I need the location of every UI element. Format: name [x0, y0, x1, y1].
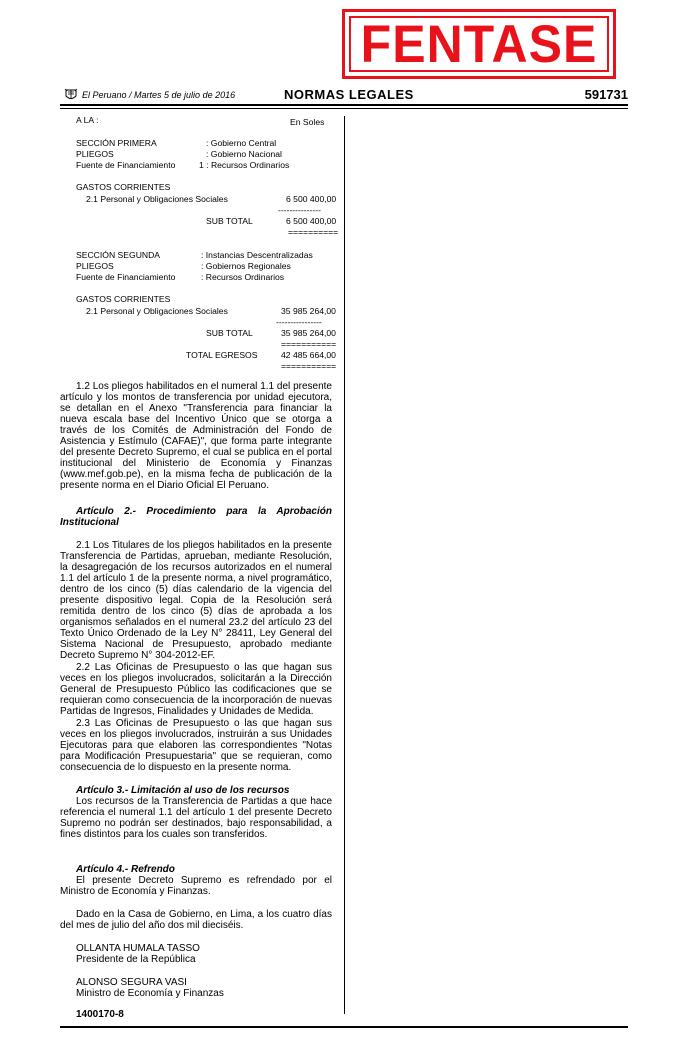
- paragraph-2-3: [60, 718, 332, 773]
- document-code: [76, 1009, 276, 1020]
- gastos-amount-1: 6 500 400,00: [286, 194, 337, 204]
- pliegos-value-1: : Gobierno Nacional: [206, 149, 282, 159]
- seccion-primera-label: SECCIÓN PRIMERA: [76, 138, 157, 148]
- signature-1-name: OLLANTA HUMALA TASSO: [76, 943, 200, 954]
- stamp-inner-border: [349, 16, 609, 72]
- signature-1: [76, 943, 332, 965]
- signature-1-title: Presidente de la República: [76, 954, 196, 965]
- seccion-segunda-value: : Instancias Descentralizadas: [201, 250, 313, 260]
- gastos-item-1: 2.1 Personal y Obligaciones Sociales: [86, 194, 228, 204]
- seccion-primera-value: : Gobierno Central: [206, 138, 277, 148]
- fuente-value-1: 1 : Recursos Ordinarios: [199, 160, 290, 170]
- subtotal-label-1: SUB TOTAL: [206, 216, 253, 226]
- page-number: 591731: [584, 87, 628, 102]
- stamp-text: FENTASE: [360, 14, 598, 74]
- paragraph-3-text: Los recursos de la Transferencia de Partidas a que hace referencia el numeral 1.1 del artículo 1 del presente Decreto Supremo no podrán ser destinados, bajo responsabilidad, a fines distintos para los cuales son transferidos.: [60, 796, 332, 840]
- coat-of-arms-icon: [64, 88, 78, 102]
- paragraph-2-2: [60, 662, 332, 717]
- a-la-label: A LA :: [76, 115, 99, 125]
- fentase-stamp: [342, 9, 616, 79]
- fuente-label-2: Fuente de Financiamiento: [76, 272, 176, 282]
- paragraph-2-1-text: 2.1 Los Titulares de los pliegos habilitados en la presente Transferencia de Partidas, aprueban, mediante Resolución, la desagregación de los recursos autorizados en el numeral 1.1 del artículo 1 de la presente norma, a nivel programático, dentro de los cinco (5) días calendario de la vigencia del presente dispositivo legal. Copia de la Resolución será remitida dentro de los cinco (5) días de aprobada a los organismos señalados en el numeral 23.2 del artículo 23 del Texto Único Ordenado de la Ley N° 28411, Ley General del Sistema Nacional de Presupuesto, aprobado mediante Decreto Supremo N° 304-2012-EF.: [60, 540, 332, 661]
- dash-line-1: ---------------: [278, 205, 321, 215]
- dado-paragraph: [60, 909, 332, 931]
- signature-2-title: Ministro de Economía y Finanzas: [76, 988, 224, 999]
- paragraph-2-3-text: 2.3 Las Oficinas de Presupuesto o las que hagan sus veces en los pliegos involucrados, instruirán a sus Unidades Ejecutoras para que elaboren las correspondientes "Notas para Modificación Presupuestaria" que se requieran, como consecuencia de lo dispuesto en la presente norma.: [60, 718, 332, 773]
- article-4-title-text: Artículo 4.- Refrendo: [76, 864, 175, 875]
- dash-line-2: ----------------: [276, 317, 322, 327]
- paragraph-2-1: [60, 540, 332, 661]
- subtotal-label-2: SUB TOTAL: [206, 328, 253, 338]
- paragraph-4-text: El presente Decreto Supremo es refrendado por el Ministro de Economía y Finanzas.: [60, 875, 332, 897]
- total-amount: 42 485 664,00: [281, 350, 336, 360]
- paragraph-2-2-text: 2.2 Las Oficinas de Presupuesto o las que hagan sus veces en los pliegos involucrados, solicitarán a la Dirección General de Presupuesto Público las codificaciones que se requieran como consecuencia de la incorporación de nuevas Partidas de Ingresos, Finalidades y Unidades de Medida.: [60, 662, 332, 717]
- paragraph-4: [60, 875, 332, 897]
- subtotal-amount-1: 6 500 400,00: [286, 216, 337, 226]
- en-soles-label: En Soles: [290, 117, 325, 127]
- seccion-segunda-label: SECCIÓN SEGUNDA: [76, 250, 161, 260]
- article-4-title: [60, 864, 332, 875]
- pliegos-label-2: PLIEGOS: [76, 261, 114, 271]
- eq-line-3: ===========: [281, 361, 337, 371]
- paragraph-1-2-text: 1.2 Los pliegos habilitados en el numeral 1.1 del presente artículo y los montos de transferencia por unidad ejecutora, se detallan en el Anexo "Transferencia para financiar la nueva escala base del Incentivo Único que se otorga a través de los Comités de Administración del Fondo de Asistencia y Estímulo (CAFAE)", que forma parte integrante del presente Decreto Supremo, el cual se publica en el portal institucional del Ministerio de Economía y Finanzas (www.mef.gob.pe), en la misma fecha de publicación de la presente norma en el Diario Oficial El Peruano.: [60, 381, 332, 491]
- gastos-item-2: 2.1 Personal y Obligaciones Sociales: [86, 306, 228, 316]
- pliegos-value-2: : Gobiernos Regionales: [201, 261, 291, 271]
- signature-2-name: ALONSO SEGURA VASI: [76, 977, 187, 988]
- article-2-title-text: Artículo 2.- Procedimiento para la Aprobación Institucional: [60, 506, 332, 528]
- eq-line-1: ==========: [288, 227, 339, 237]
- article-3-title: [60, 785, 332, 796]
- pliegos-label-1: PLIEGOS: [76, 149, 114, 159]
- subtotal-amount-2: 35 985 264,00: [281, 328, 336, 338]
- fuente-value-2: : Recursos Ordinarios: [201, 272, 285, 282]
- gastos-label-1: GASTOS CORRIENTES: [76, 182, 171, 192]
- footer-rule: [60, 1026, 628, 1028]
- eq-line-2: ===========: [281, 339, 337, 349]
- column-divider: [344, 116, 345, 1014]
- dado-text: Dado en la Casa de Gobierno, en Lima, a los cuatro días del mes de julio del año dos mil dieciséis.: [60, 909, 332, 931]
- gastos-amount-2: 35 985 264,00: [281, 306, 336, 316]
- header-rule: [60, 104, 628, 106]
- section-title: NORMAS LEGALES: [284, 87, 414, 102]
- signature-2: [76, 977, 332, 999]
- publication-date: El Peruano / Martes 5 de julio de 2016: [82, 90, 236, 100]
- paragraph-1-2: [60, 381, 332, 491]
- gastos-label-2: GASTOS CORRIENTES: [76, 294, 171, 304]
- fuente-label-1: Fuente de Financiamiento: [76, 160, 176, 170]
- total-label: TOTAL EGRESOS: [186, 350, 258, 360]
- article-3-title-text: Artículo 3.- Limitación al uso de los recursos: [76, 785, 290, 796]
- header-rule-thin: [60, 108, 628, 109]
- paragraph-3: [60, 796, 332, 840]
- page-header: [60, 86, 628, 104]
- article-2-title: [60, 506, 332, 528]
- document-code-text: 1400170-8: [76, 1009, 124, 1020]
